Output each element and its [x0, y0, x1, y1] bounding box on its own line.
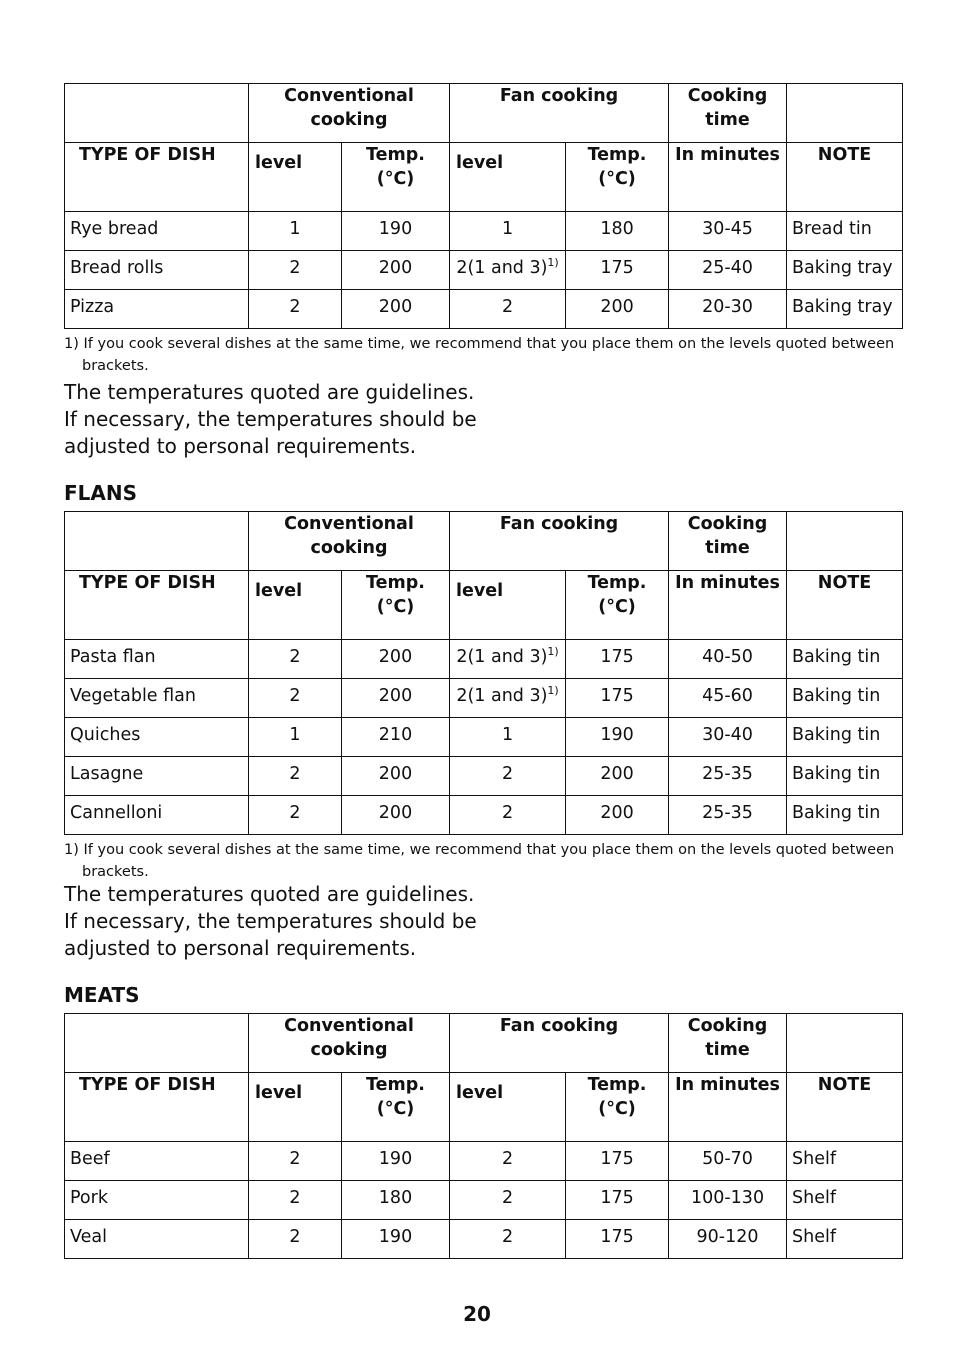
flans-section — [64, 511, 902, 883]
cell-conv-temp: 190 — [342, 1220, 450, 1259]
cell-dish: Vegetable flan — [65, 679, 249, 718]
cell-fan-temp: 175 — [566, 640, 669, 679]
header-type-of-dish: TYPE OF DISH — [65, 143, 249, 212]
header-in-minutes: In minutes — [669, 1073, 787, 1142]
header-row-groups — [65, 512, 903, 571]
header-fan-level: level — [450, 571, 566, 640]
table-row — [65, 251, 903, 290]
header-type-of-dish: TYPE OF DISH — [65, 1073, 249, 1142]
cell-note: Baking tray — [787, 251, 903, 290]
cell-dish: Pizza — [65, 290, 249, 329]
cell-time: 30-40 — [669, 718, 787, 757]
header-cooking-time: Cooking time — [669, 84, 787, 143]
header-fan-temp: Temp. (°C) — [566, 143, 669, 212]
footnote-marker: 1) — [64, 336, 79, 352]
table-row — [65, 718, 903, 757]
header-empty — [787, 84, 903, 143]
cell-time: 25-35 — [669, 757, 787, 796]
header-row-columns — [65, 1073, 903, 1142]
cell-time: 100-130 — [669, 1181, 787, 1220]
header-row-columns — [65, 143, 903, 212]
header-fan-level: level — [450, 1073, 566, 1142]
header-row-groups — [65, 1014, 903, 1073]
cell-fan-temp: 200 — [566, 757, 669, 796]
footnote-text-line2: brackets. — [82, 358, 149, 374]
cell-conv-temp: 200 — [342, 290, 450, 329]
table-row — [65, 679, 903, 718]
footnote — [64, 839, 902, 883]
table-row — [65, 757, 903, 796]
cell-conv-level: 1 — [249, 718, 342, 757]
fan-level-text: 2(1 and 3) — [456, 647, 548, 667]
header-row-groups — [65, 84, 903, 143]
header-conv-level: level — [249, 1073, 342, 1142]
cell-time: 50-70 — [669, 1142, 787, 1181]
cell-fan-temp: 200 — [566, 796, 669, 835]
cell-dish: Lasagne — [65, 757, 249, 796]
cell-conv-level: 2 — [249, 757, 342, 796]
header-conventional: Conventional cooking — [249, 84, 450, 143]
header-conv-temp: Temp. (°C) — [342, 1073, 450, 1142]
cell-note: Baking tin — [787, 796, 903, 835]
header-note: NOTE — [787, 571, 903, 640]
cell-dish: Rye bread — [65, 212, 249, 251]
cell-fan-level — [450, 757, 566, 796]
cell-conv-level: 2 — [249, 1220, 342, 1259]
header-fan-level: level — [450, 143, 566, 212]
cell-note: Shelf — [787, 1220, 903, 1259]
guideline-paragraph: The temperatures quoted are guidelines. If necessary, the temperatures should be adjusted to personal requirements. — [64, 882, 477, 960]
footnote-text-line1: If you cook several dishes at the same time, we recommend that you place them on the levels quoted between — [83, 336, 895, 352]
header-cooking-time: Cooking time — [669, 1014, 787, 1073]
footnote-mark: 1) — [547, 256, 559, 270]
meats-table-slot — [64, 1013, 902, 1259]
cell-fan-level — [450, 212, 566, 251]
cell-fan-temp: 180 — [566, 212, 669, 251]
breads-table-slot — [64, 83, 902, 329]
header-conv-temp: Temp. (°C) — [342, 571, 450, 640]
cell-conv-level: 1 — [249, 212, 342, 251]
cell-fan-temp: 175 — [566, 251, 669, 290]
cell-conv-temp: 210 — [342, 718, 450, 757]
fan-level-text: 2 — [501, 297, 514, 317]
cell-fan-level — [450, 796, 566, 835]
cell-fan-level — [450, 679, 566, 718]
cell-conv-level: 2 — [249, 251, 342, 290]
fan-level-text: 2 — [501, 1188, 514, 1208]
table-row — [65, 640, 903, 679]
footnote-mark: 1) — [547, 684, 559, 698]
cell-dish: Bread rolls — [65, 251, 249, 290]
cell-conv-temp: 180 — [342, 1181, 450, 1220]
cell-fan-level — [450, 640, 566, 679]
cell-fan-level — [450, 251, 566, 290]
cell-dish: Pasta flan — [65, 640, 249, 679]
table-row — [65, 290, 903, 329]
fan-level-text: 2 — [501, 1227, 514, 1247]
cell-fan-temp: 190 — [566, 718, 669, 757]
header-row-columns — [65, 571, 903, 640]
fan-level-text: 1 — [501, 725, 514, 745]
header-empty — [65, 84, 249, 143]
header-conv-level: level — [249, 571, 342, 640]
breads-section — [64, 83, 902, 377]
header-conv-level: level — [249, 143, 342, 212]
cell-fan-level — [450, 1142, 566, 1181]
header-note: NOTE — [787, 1073, 903, 1142]
guideline-paragraph: The temperatures quoted are guidelines. If necessary, the temperatures should be adjusted to personal requirements. — [64, 380, 477, 458]
header-cooking-time: Cooking time — [669, 512, 787, 571]
header-conv-temp: Temp. (°C) — [342, 143, 450, 212]
cell-fan-temp: 175 — [566, 679, 669, 718]
cell-time: 90-120 — [669, 1220, 787, 1259]
header-empty — [65, 1014, 249, 1073]
fan-level-text: 2 — [501, 764, 514, 784]
cell-time: 25-35 — [669, 796, 787, 835]
table-row — [65, 1142, 903, 1181]
header-type-of-dish: TYPE OF DISH — [65, 571, 249, 640]
header-fan: Fan cooking — [450, 1014, 669, 1073]
cell-dish: Quiches — [65, 718, 249, 757]
header-empty — [65, 512, 249, 571]
cell-fan-level — [450, 718, 566, 757]
cell-time: 30-45 — [669, 212, 787, 251]
footnote — [64, 333, 902, 377]
header-conventional: Conventional cooking — [249, 1014, 450, 1073]
cell-time: 20-30 — [669, 290, 787, 329]
meats-section — [64, 1013, 902, 1259]
fan-level-text: 2(1 and 3) — [456, 686, 548, 706]
table-row — [65, 1181, 903, 1220]
flans-table-slot — [64, 511, 902, 835]
cell-dish: Beef — [65, 1142, 249, 1181]
header-empty — [787, 1014, 903, 1073]
table-row — [65, 796, 903, 835]
cell-conv-level: 2 — [249, 1181, 342, 1220]
cell-note: Baking tin — [787, 679, 903, 718]
flans-table — [64, 511, 903, 835]
cell-conv-temp: 200 — [342, 679, 450, 718]
flans-heading: FLANS — [64, 481, 138, 505]
cell-time: 40-50 — [669, 640, 787, 679]
footnote-mark: 1) — [547, 645, 559, 659]
cell-fan-level — [450, 290, 566, 329]
cell-note: Baking tray — [787, 290, 903, 329]
header-in-minutes: In minutes — [669, 571, 787, 640]
cell-conv-level: 2 — [249, 640, 342, 679]
cell-dish: Veal — [65, 1220, 249, 1259]
cell-conv-level: 2 — [249, 796, 342, 835]
breads-table — [64, 83, 903, 329]
fan-level-text: 2(1 and 3) — [456, 258, 548, 278]
cell-conv-level: 2 — [249, 1142, 342, 1181]
header-note: NOTE — [787, 143, 903, 212]
cell-note: Baking tin — [787, 640, 903, 679]
header-empty — [787, 512, 903, 571]
cell-conv-temp: 190 — [342, 212, 450, 251]
table-row — [65, 212, 903, 251]
cell-note: Baking tin — [787, 757, 903, 796]
cell-conv-temp: 200 — [342, 796, 450, 835]
header-fan-temp: Temp. (°C) — [566, 571, 669, 640]
cell-conv-level: 2 — [249, 290, 342, 329]
cell-note: Shelf — [787, 1142, 903, 1181]
cell-fan-temp: 175 — [566, 1181, 669, 1220]
footnote-text-line2: brackets. — [82, 864, 149, 880]
footnote-text-line1: If you cook several dishes at the same time, we recommend that you place them on the levels quoted between — [83, 842, 895, 858]
page-number: 20 — [463, 1302, 491, 1326]
cell-conv-temp: 200 — [342, 251, 450, 290]
cell-note: Bread tin — [787, 212, 903, 251]
cell-conv-temp: 190 — [342, 1142, 450, 1181]
header-in-minutes: In minutes — [669, 143, 787, 212]
cell-dish: Pork — [65, 1181, 249, 1220]
cell-fan-level — [450, 1220, 566, 1259]
cell-conv-temp: 200 — [342, 757, 450, 796]
fan-level-text: 2 — [501, 1149, 514, 1169]
header-fan: Fan cooking — [450, 84, 669, 143]
header-conventional: Conventional cooking — [249, 512, 450, 571]
table-row — [65, 1220, 903, 1259]
cell-conv-level: 2 — [249, 679, 342, 718]
cell-time: 25-40 — [669, 251, 787, 290]
cell-note: Baking tin — [787, 718, 903, 757]
cell-conv-temp: 200 — [342, 640, 450, 679]
footnote-marker: 1) — [64, 842, 79, 858]
cell-time: 45-60 — [669, 679, 787, 718]
meats-heading: MEATS — [64, 983, 140, 1007]
cell-fan-level — [450, 1181, 566, 1220]
header-fan: Fan cooking — [450, 512, 669, 571]
fan-level-text: 1 — [501, 219, 514, 239]
cell-note: Shelf — [787, 1181, 903, 1220]
cell-fan-temp: 175 — [566, 1220, 669, 1259]
cell-fan-temp: 175 — [566, 1142, 669, 1181]
cell-dish: Cannelloni — [65, 796, 249, 835]
fan-level-text: 2 — [501, 803, 514, 823]
header-fan-temp: Temp. (°C) — [566, 1073, 669, 1142]
meats-table — [64, 1013, 903, 1259]
cell-fan-temp: 200 — [566, 290, 669, 329]
